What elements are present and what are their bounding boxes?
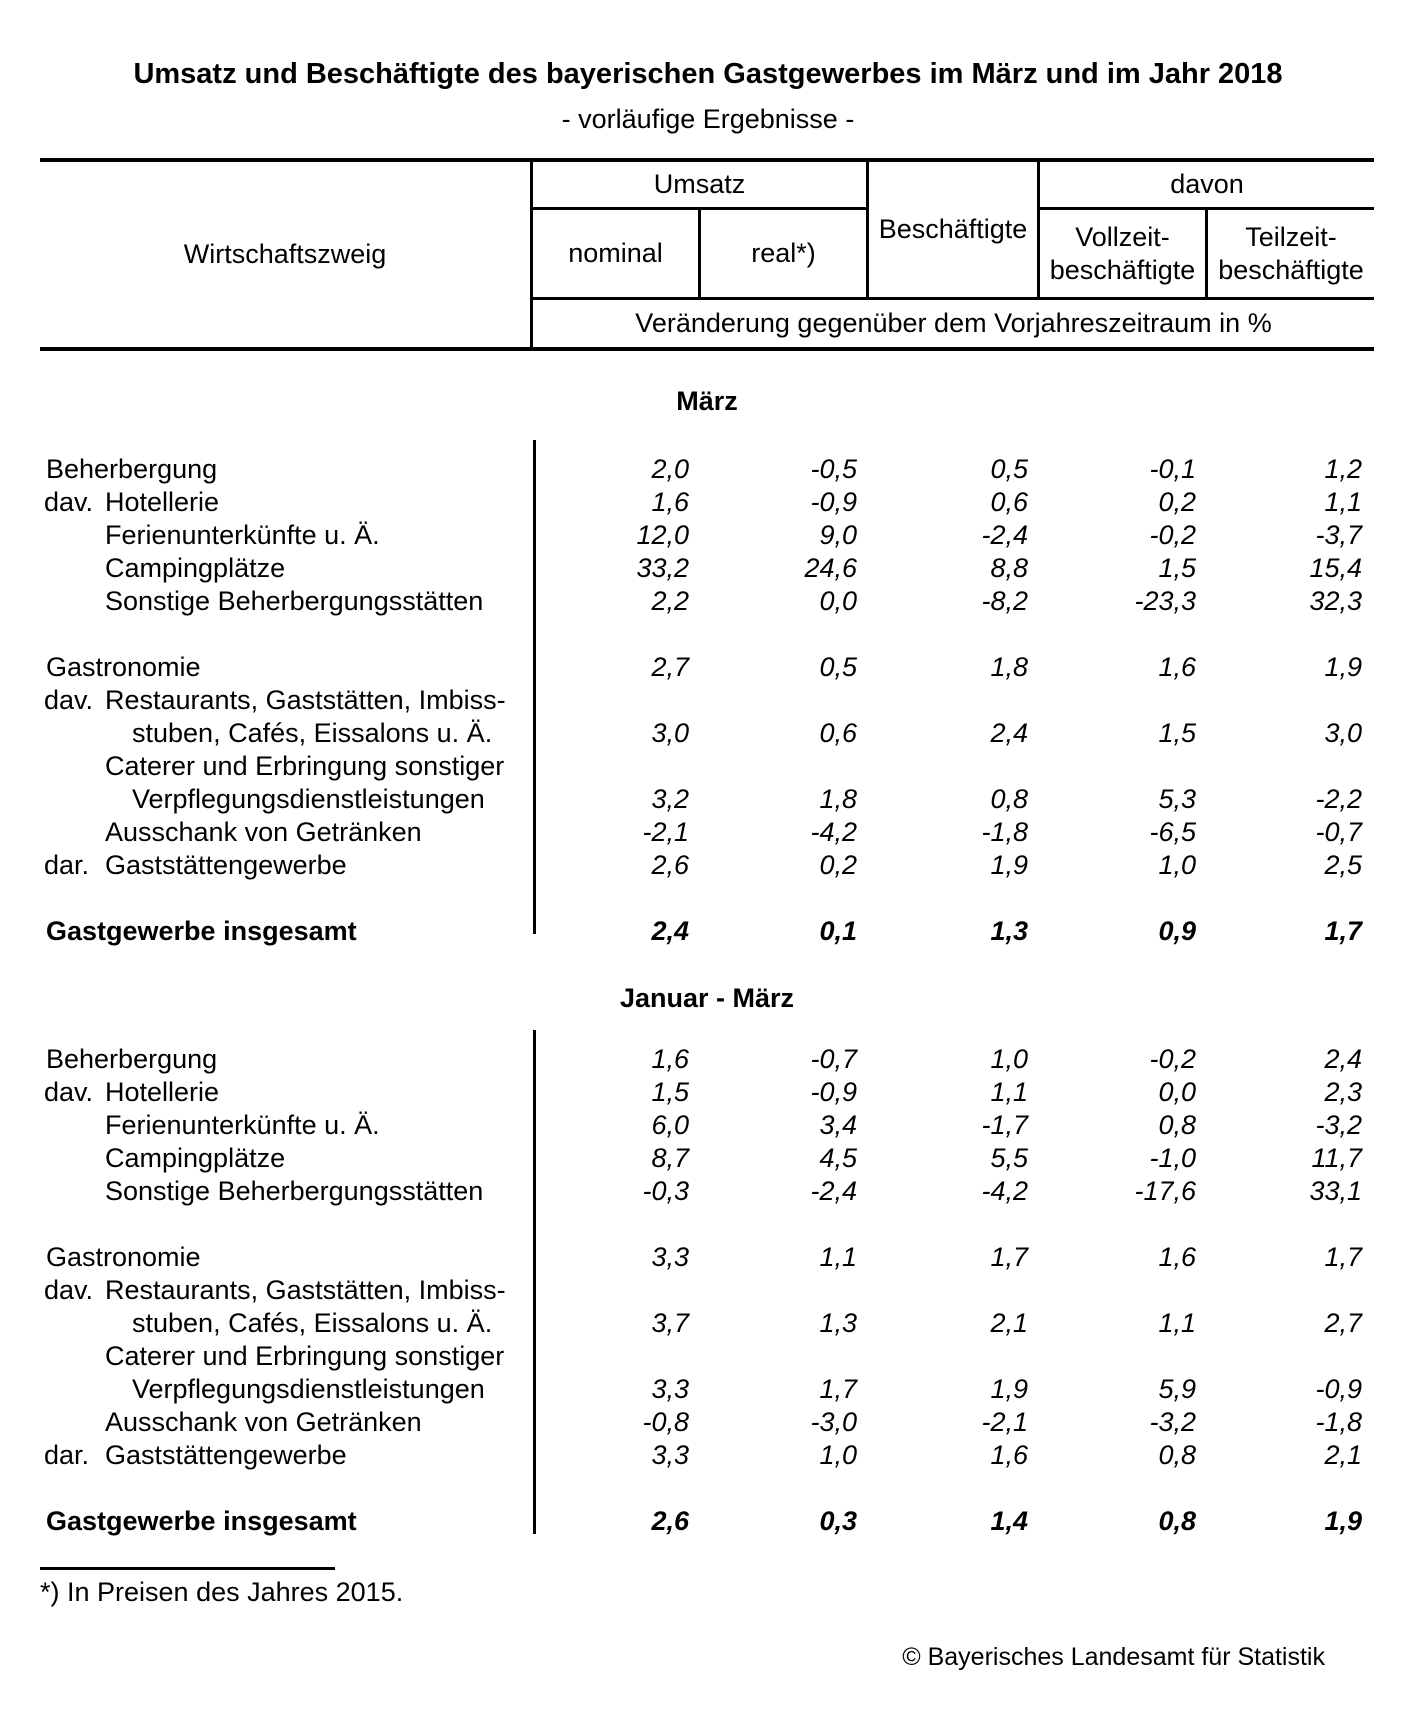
spacer-row (40, 618, 1374, 651)
table-row (40, 486, 1374, 519)
value-cell: 0,8 (1158, 1506, 1196, 1536)
value-cell: 1,9 (1324, 1506, 1362, 1536)
value-cell: 33,1 (1309, 1176, 1362, 1206)
value-cell: 1,7 (819, 1374, 857, 1404)
row-label (40, 486, 533, 519)
table-row (40, 1406, 1374, 1439)
row-label (40, 1175, 533, 1208)
value-cell: 0,2 (819, 850, 857, 880)
value-cell: 11,7 (1311, 1143, 1362, 1173)
row-label (40, 1505, 533, 1538)
value-cell: 8,8 (990, 553, 1028, 583)
table-row (40, 651, 1374, 684)
value-cell: 1,2 (1324, 454, 1362, 484)
value-cell: -1,8 (1315, 1407, 1362, 1437)
row-label (40, 1109, 533, 1142)
table-row (40, 1373, 1374, 1406)
value-cell: 4,5 (819, 1143, 857, 1173)
value-cell: -0,7 (810, 1044, 857, 1074)
row-label (40, 915, 533, 948)
table-row (40, 1076, 1374, 1109)
column-divider-line (533, 440, 536, 934)
table-header (40, 158, 1374, 351)
row-label-text: Verpflegungsdienstleistungen (132, 1374, 485, 1404)
column-header-teilzeitbeschaeftigte: Teilzeit-beschäftigte (1208, 210, 1374, 300)
value-cell: 1,6 (1158, 1242, 1196, 1272)
value-cell (1040, 1340, 1208, 1373)
value-cell: -1,7 (981, 1110, 1028, 1140)
row-label-text: Campingplätze (105, 1143, 286, 1173)
value-cell (701, 684, 869, 717)
table-row (40, 1241, 1374, 1274)
value-cell: 3,4 (819, 1110, 857, 1140)
value-cell (533, 750, 701, 783)
row-label-text: Ausschank von Getränken (105, 1407, 422, 1437)
value-cell: 0,8 (990, 784, 1028, 814)
column-header-umsatz: Umsatz (533, 162, 869, 210)
value-cell: 1,7 (1324, 916, 1362, 946)
value-cell: 5,3 (1158, 784, 1196, 814)
spacer-row (40, 1208, 1374, 1241)
row-label-text: Ausschank von Getränken (105, 817, 422, 847)
row-label (40, 585, 533, 618)
value-cell: 2,4 (1324, 1044, 1362, 1074)
value-cell: 0,8 (1158, 1110, 1196, 1140)
page-title: Umsatz und Beschäftigte des bayerischen Gastgewerbes im März und im Jahr 2018 (133, 58, 1283, 90)
value-cell: -0,9 (810, 1077, 857, 1107)
row-label-text: Sonstige Beherbergungsstätten (105, 586, 484, 616)
value-cell: 1,6 (651, 1044, 689, 1074)
value-cell: 3,2 (651, 784, 689, 814)
value-cell: -0,3 (642, 1176, 689, 1206)
row-label (40, 849, 533, 882)
row-label (40, 816, 533, 849)
row-label-text: Gastgewerbe insgesamt (46, 1506, 357, 1536)
value-cell: -8,2 (981, 586, 1028, 616)
row-label (40, 1340, 533, 1373)
value-cell: -0,9 (810, 487, 857, 517)
column-header-nominal: nominal (533, 210, 701, 300)
row-label-text: Hotellerie (105, 487, 220, 517)
table-row (40, 453, 1374, 486)
value-cell: 3,3 (651, 1374, 689, 1404)
column-divider-line (533, 1030, 536, 1534)
value-cell: 8,7 (651, 1143, 689, 1173)
spacer-row (40, 882, 1374, 915)
row-label (40, 1142, 533, 1175)
value-cell: -0,9 (1315, 1374, 1362, 1404)
row-label-text: stuben, Cafés, Eissalons u. Ä. (132, 718, 493, 748)
value-cell: -0,2 (1149, 520, 1196, 550)
row-label-text: Gastronomie (46, 652, 201, 682)
value-cell: 32,3 (1309, 586, 1362, 616)
value-cell: -2,2 (1315, 784, 1362, 814)
value-cell: 2,7 (651, 652, 689, 682)
row-label-text: Verpflegungsdienstleistungen (132, 784, 485, 814)
value-cell: 3,7 (651, 1308, 689, 1338)
table-row (40, 816, 1374, 849)
row-label-text: Caterer und Erbringung sonstiger (105, 1341, 505, 1371)
section-heading-januar-maerz: Januar - März (619, 983, 795, 1013)
value-cell: 0,1 (819, 916, 857, 946)
row-label-text: Caterer und Erbringung sonstiger (105, 751, 505, 781)
row-prefix: dav. (44, 685, 94, 715)
row-prefix: dav. (44, 487, 94, 517)
value-cell: -3,0 (810, 1407, 857, 1437)
value-cell: -3,2 (1149, 1407, 1196, 1437)
value-cell: 0,3 (819, 1506, 857, 1536)
table-row (40, 519, 1374, 552)
row-label-text: stuben, Cafés, Eissalons u. Ä. (132, 1308, 493, 1338)
row-label (40, 684, 533, 717)
value-cell: 2,6 (651, 850, 689, 880)
table-row (40, 1439, 1374, 1472)
row-label-text: Gaststättengewerbe (105, 850, 347, 880)
value-cell: 2,7 (1324, 1308, 1362, 1338)
row-label-text: Ferienunterkünfte u. Ä. (105, 520, 380, 550)
value-cell: -0,2 (1149, 1044, 1196, 1074)
column-header-vollzeitbeschaeftigte: Vollzeit-beschäftigte (1040, 210, 1208, 300)
value-cell: 1,8 (819, 784, 857, 814)
value-cell: -0,5 (810, 454, 857, 484)
value-cell: -2,1 (981, 1407, 1028, 1437)
row-label (40, 1274, 533, 1307)
value-cell: 2,5 (1324, 850, 1362, 880)
value-cell: 0,2 (1158, 487, 1196, 517)
value-cell: 1,1 (1324, 487, 1362, 517)
row-label (40, 1076, 533, 1109)
value-cell: 1,7 (1324, 1242, 1362, 1272)
row-label (40, 1043, 533, 1076)
value-cell (701, 1274, 869, 1307)
value-cell: 1,9 (1324, 652, 1362, 682)
value-cell: -6,5 (1149, 817, 1196, 847)
page-subtitle: - vorläufige Ergebnisse - (561, 104, 855, 134)
value-cell: 0,6 (819, 718, 857, 748)
value-cell: 1,6 (1158, 652, 1196, 682)
value-cell: -3,2 (1315, 1110, 1362, 1140)
column-header-davon: davon (1040, 162, 1374, 210)
section-rows-maerz (40, 440, 1374, 948)
table-row (40, 1505, 1374, 1538)
value-cell: 3,3 (651, 1242, 689, 1272)
value-cell (869, 1274, 1040, 1307)
value-cell: 1,5 (651, 1077, 689, 1107)
row-label-text: Restaurants, Gaststätten, Imbiss- (105, 685, 506, 715)
value-cell: 3,0 (1324, 718, 1362, 748)
value-cell: 12,0 (636, 520, 689, 550)
value-cell: 1,9 (990, 1374, 1028, 1404)
value-cell: 0,0 (819, 586, 857, 616)
value-cell: 5,9 (1158, 1374, 1196, 1404)
value-cell: 1,9 (990, 850, 1028, 880)
value-cell: 1,3 (819, 1308, 857, 1338)
table-row (40, 1307, 1374, 1340)
row-prefix: dav. (44, 1275, 94, 1305)
table-row (40, 1142, 1374, 1175)
value-cell: 2,2 (651, 586, 689, 616)
value-cell (1208, 750, 1374, 783)
value-cell (1040, 1274, 1208, 1307)
row-label (40, 1439, 533, 1472)
table-row (40, 717, 1374, 750)
value-cell: -0,1 (1149, 454, 1196, 484)
value-cell: 1,3 (990, 916, 1028, 946)
spacer-row (40, 1472, 1374, 1505)
value-cell: -4,2 (981, 1176, 1028, 1206)
table-row (40, 849, 1374, 882)
value-cell: 1,1 (819, 1242, 857, 1272)
row-label (40, 453, 533, 486)
value-cell: 3,0 (651, 718, 689, 748)
value-cell: 1,0 (1158, 850, 1196, 880)
value-cell: 1,4 (990, 1506, 1028, 1536)
value-cell: 1,1 (990, 1077, 1028, 1107)
value-cell: 15,4 (1309, 553, 1362, 583)
table-unit-row: Veränderung gegenüber dem Vorjahreszeitraum in % (635, 308, 1272, 338)
value-cell: 0,0 (1158, 1077, 1196, 1107)
value-cell: 2,1 (1324, 1440, 1362, 1470)
value-cell (1208, 1340, 1374, 1373)
row-label (40, 1406, 533, 1439)
value-cell: -2,4 (981, 520, 1028, 550)
row-label-text: Campingplätze (105, 553, 286, 583)
table-row (40, 585, 1374, 618)
row-label (40, 717, 533, 750)
value-cell: 1,0 (990, 1044, 1028, 1074)
value-cell (869, 684, 1040, 717)
value-cell: 24,6 (804, 553, 857, 583)
value-cell (701, 1340, 869, 1373)
value-cell: 1,6 (990, 1440, 1028, 1470)
value-cell: -4,2 (810, 817, 857, 847)
value-cell (869, 750, 1040, 783)
table-row (40, 1274, 1374, 1307)
row-label-text: Restaurants, Gaststätten, Imbiss- (105, 1275, 506, 1305)
value-cell: 0,5 (990, 454, 1028, 484)
value-cell: 2,3 (1324, 1077, 1362, 1107)
row-label-text: Beherbergung (46, 454, 218, 484)
value-cell: -17,6 (1134, 1176, 1196, 1206)
value-cell (1208, 684, 1374, 717)
value-cell: 0,6 (990, 487, 1028, 517)
row-label (40, 519, 533, 552)
row-label (40, 1307, 533, 1340)
value-cell: -1,0 (1149, 1143, 1196, 1173)
value-cell: 1,8 (990, 652, 1028, 682)
value-cell (533, 1340, 701, 1373)
value-cell: 1,6 (651, 487, 689, 517)
column-header-wirtschaftszweig: Wirtschaftszweig (40, 162, 533, 347)
value-cell: 5,5 (990, 1143, 1028, 1173)
footnote: *) In Preisen des Jahres 2015. (40, 1577, 404, 1607)
value-cell: 2,4 (651, 916, 689, 946)
column-header-real: real*) (701, 210, 869, 300)
row-label-text: Ferienunterkünfte u. Ä. (105, 1110, 380, 1140)
value-cell: 33,2 (636, 553, 689, 583)
section-rows-januar-maerz (40, 1030, 1374, 1538)
row-label-text: Gaststättengewerbe (105, 1440, 347, 1470)
column-header-beschaeftigte: Beschäftigte (869, 162, 1040, 300)
value-cell: -0,8 (642, 1407, 689, 1437)
value-cell: 1,1 (1158, 1308, 1196, 1338)
value-cell (1040, 750, 1208, 783)
row-label (40, 750, 533, 783)
value-cell: -23,3 (1134, 586, 1196, 616)
value-cell: 3,3 (651, 1440, 689, 1470)
table-row (40, 750, 1374, 783)
value-cell: 1,5 (1158, 718, 1196, 748)
row-label (40, 651, 533, 684)
row-prefix: dar. (44, 1440, 90, 1470)
value-cell: 6,0 (651, 1110, 689, 1140)
row-label-text: Hotellerie (105, 1077, 220, 1107)
value-cell: -3,7 (1315, 520, 1362, 550)
value-cell (533, 1274, 701, 1307)
value-cell: 1,5 (1158, 553, 1196, 583)
footnote-rule (40, 1567, 335, 1570)
value-cell: 0,9 (1158, 916, 1196, 946)
table-row (40, 552, 1374, 585)
row-label-text: Gastgewerbe insgesamt (46, 916, 357, 946)
value-cell: 1,7 (990, 1242, 1028, 1272)
value-cell: 2,6 (651, 1506, 689, 1536)
value-cell: -1,8 (981, 817, 1028, 847)
row-label-text: Beherbergung (46, 1044, 218, 1074)
value-cell (533, 684, 701, 717)
row-label (40, 552, 533, 585)
value-cell: 1,0 (819, 1440, 857, 1470)
value-cell (1040, 684, 1208, 717)
table-row (40, 684, 1374, 717)
section-heading-maerz: März (676, 386, 738, 416)
table-row (40, 1043, 1374, 1076)
value-cell: -2,1 (642, 817, 689, 847)
row-label (40, 783, 533, 816)
value-cell (701, 750, 869, 783)
value-cell: -0,7 (1315, 817, 1362, 847)
value-cell: 2,1 (990, 1308, 1028, 1338)
table-row (40, 1175, 1374, 1208)
table-row (40, 1109, 1374, 1142)
value-cell: 0,8 (1158, 1440, 1196, 1470)
value-cell: 0,5 (819, 652, 857, 682)
row-label-text: Sonstige Beherbergungsstätten (105, 1176, 484, 1206)
row-label-text: Gastronomie (46, 1242, 201, 1272)
value-cell: 2,0 (651, 454, 689, 484)
value-cell: 9,0 (819, 520, 857, 550)
row-prefix: dar. (44, 850, 90, 880)
row-label (40, 1241, 533, 1274)
copyright-notice: © Bayerisches Landesamt für Statistik (902, 1643, 1325, 1671)
table-row (40, 1340, 1374, 1373)
value-cell: 2,4 (990, 718, 1028, 748)
value-cell (869, 1340, 1040, 1373)
row-label (40, 1373, 533, 1406)
value-cell: -2,4 (810, 1176, 857, 1206)
value-cell (1208, 1274, 1374, 1307)
table-row (40, 783, 1374, 816)
row-prefix: dav. (44, 1077, 94, 1107)
table-row (40, 915, 1374, 948)
